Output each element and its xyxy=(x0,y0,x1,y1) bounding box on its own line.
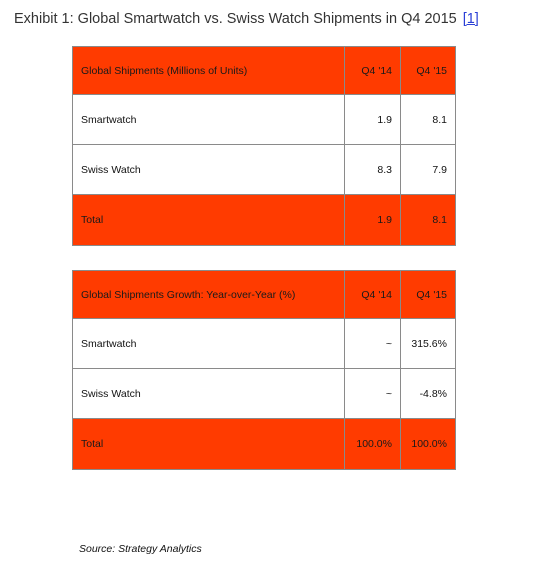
column-header-q4-15: Q4 '15 xyxy=(401,47,456,95)
cell-value: ~ xyxy=(345,319,401,369)
cell-value: 1.9 xyxy=(345,95,401,145)
cell-value: 1.9 xyxy=(345,195,401,246)
column-header-q4-14: Q4 '14 xyxy=(345,271,401,319)
exhibit-title xyxy=(14,11,479,27)
column-header-label: Global Shipments (Millions of Units) xyxy=(73,47,345,95)
table-header-row xyxy=(73,271,456,319)
table-row xyxy=(73,95,456,145)
column-header-q4-15: Q4 '15 xyxy=(401,271,456,319)
cell-value: 100.0% xyxy=(345,419,401,470)
footnote-link[interactable]: [1] xyxy=(462,11,479,27)
cell-value: -4.8% xyxy=(401,369,456,419)
row-label: Swiss Watch xyxy=(73,369,345,419)
cell-value: ~ xyxy=(345,369,401,419)
cell-value: 8.1 xyxy=(401,95,456,145)
cell-value: 100.0% xyxy=(401,419,456,470)
cell-value: 8.3 xyxy=(345,145,401,195)
row-label: Total xyxy=(73,195,345,246)
source-note: Source: Strategy Analytics xyxy=(79,543,202,555)
table-header-row xyxy=(73,47,456,95)
total-row xyxy=(73,195,456,246)
table-row xyxy=(73,369,456,419)
table-row xyxy=(73,145,456,195)
cell-value: 7.9 xyxy=(401,145,456,195)
row-label: Swiss Watch xyxy=(73,145,345,195)
exhibit-title-text: Exhibit 1: Global Smartwatch vs. Swiss Watch Shipments in Q4 2015 xyxy=(14,11,457,27)
row-label: Smartwatch xyxy=(73,319,345,369)
growth-table xyxy=(72,270,456,470)
row-label: Total xyxy=(73,419,345,470)
total-row xyxy=(73,419,456,470)
column-header-label: Global Shipments Growth: Year-over-Year (%) xyxy=(73,271,345,319)
column-header-q4-14: Q4 '14 xyxy=(345,47,401,95)
cell-value: 8.1 xyxy=(401,195,456,246)
cell-value: 315.6% xyxy=(401,319,456,369)
table-row xyxy=(73,319,456,369)
row-label: Smartwatch xyxy=(73,95,345,145)
shipments-table xyxy=(72,46,456,246)
